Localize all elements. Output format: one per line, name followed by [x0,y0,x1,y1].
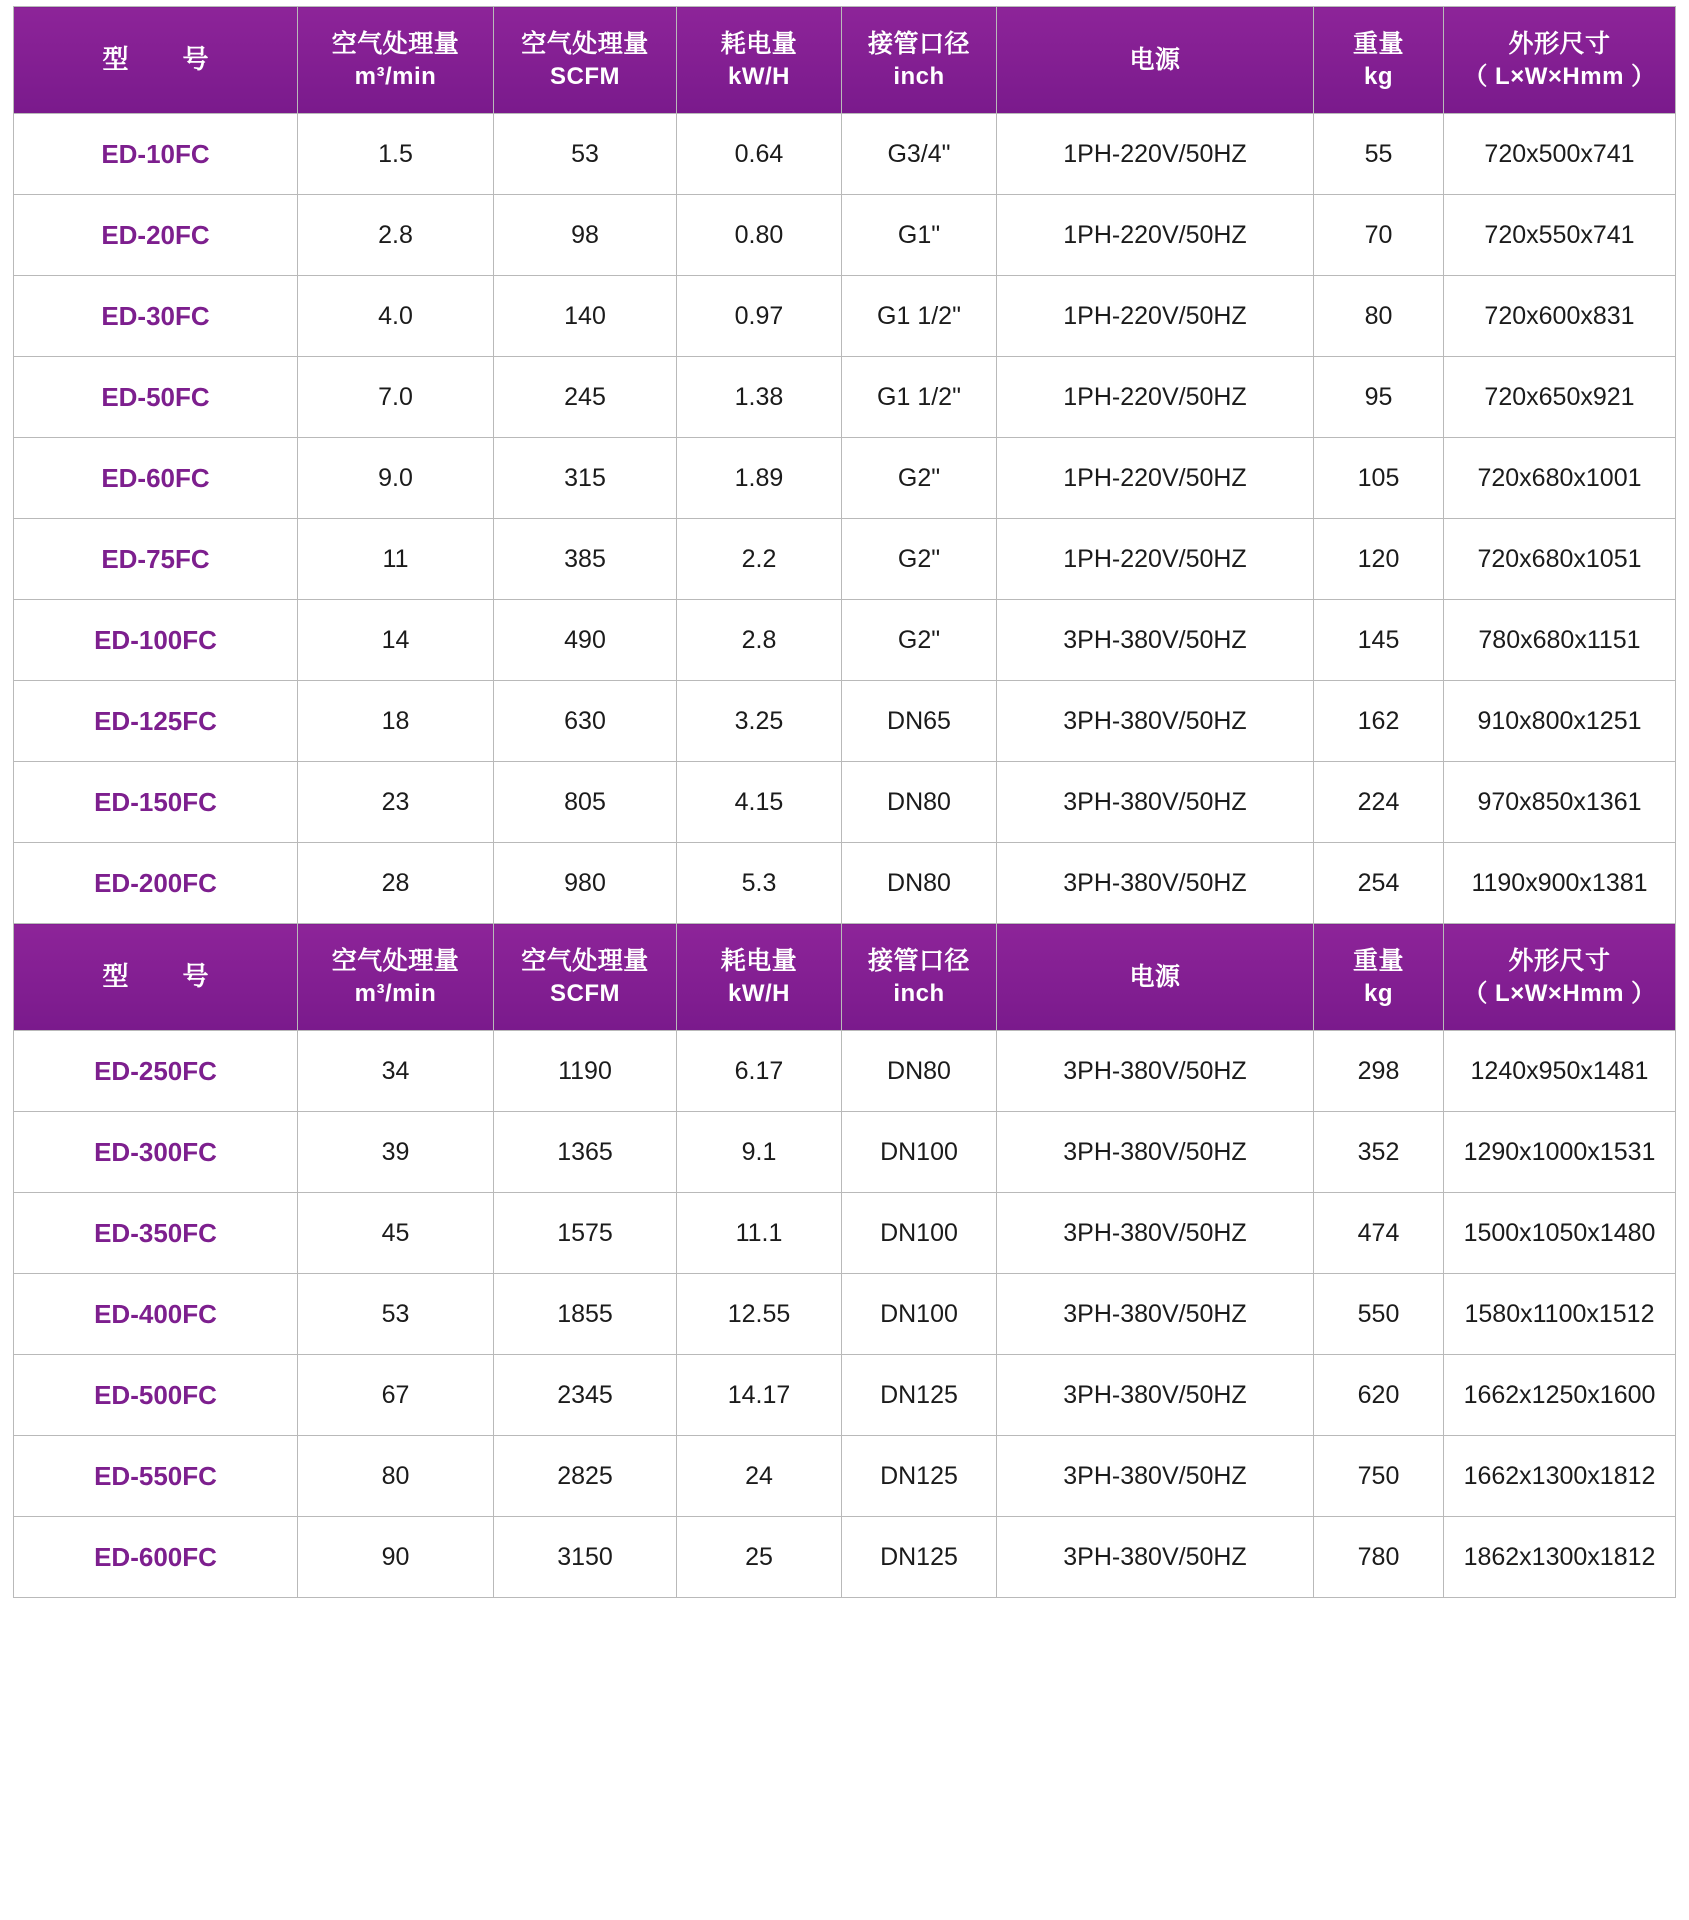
cell-dimensions: 1290x1000x1531 [1444,1112,1676,1193]
header-weight-sub: kg [1363,979,1393,1007]
cell-dimensions: 1240x950x1481 [1444,1031,1676,1112]
cell-dimensions: 720x600x831 [1444,276,1676,357]
cell-weight: 162 [1314,681,1444,762]
cell-power-consumption: 25 [677,1517,842,1598]
cell-pipe-diameter: DN125 [842,1355,997,1436]
header-air-flow-m3-main: 空气处理量 [331,946,460,975]
cell-pipe-diameter: DN100 [842,1193,997,1274]
cell-weight: 224 [1314,762,1444,843]
table-row [14,1517,1676,1598]
header-weight-main: 重量 [1352,946,1404,975]
cell-power-supply: 3PH-380V/50HZ [997,600,1314,681]
cell-air-flow-scfm: 2825 [494,1436,677,1517]
table-header-row-1 [14,7,1676,114]
cell-power-consumption: 2.2 [677,519,842,600]
table-row [14,600,1676,681]
cell-power-supply: 1PH-220V/50HZ [997,114,1314,195]
cell-dimensions: 720x650x921 [1444,357,1676,438]
cell-power-supply: 3PH-380V/50HZ [997,1274,1314,1355]
cell-power-consumption: 12.55 [677,1274,842,1355]
cell-weight: 254 [1314,843,1444,924]
cell-model: ED-125FC [14,681,298,762]
cell-power-supply: 1PH-220V/50HZ [997,357,1314,438]
table-row [14,438,1676,519]
cell-pipe-diameter: DN80 [842,762,997,843]
cell-weight: 55 [1314,114,1444,195]
cell-model: ED-50FC [14,357,298,438]
header-dimensions-main: 外形尺寸 [1508,29,1611,58]
cell-air-flow-m3: 18 [298,681,494,762]
header-pipe-diameter-sub: inch [893,62,945,90]
header-pipe-diameter-sub: inch [893,979,945,1007]
cell-weight: 750 [1314,1436,1444,1517]
header-dimensions-sub: （ L×W×Hmm ） [1463,62,1656,90]
cell-power-consumption: 14.17 [677,1355,842,1436]
header-weight [1314,924,1444,1031]
cell-weight: 95 [1314,357,1444,438]
cell-power-consumption: 3.25 [677,681,842,762]
cell-power-supply: 3PH-380V/50HZ [997,762,1314,843]
cell-model: ED-10FC [14,114,298,195]
header-power-consumption-main: 耗电量 [720,946,798,975]
cell-model: ED-600FC [14,1517,298,1598]
cell-air-flow-scfm: 490 [494,600,677,681]
header-power-consumption-sub: kW/H [728,979,790,1007]
cell-model: ED-100FC [14,600,298,681]
header-model: 型 号 [14,7,298,114]
cell-air-flow-m3: 67 [298,1355,494,1436]
header-power-consumption-sub: kW/H [728,62,790,90]
table-body [14,7,1676,1598]
cell-air-flow-m3: 9.0 [298,438,494,519]
cell-dimensions: 780x680x1151 [1444,600,1676,681]
header-dimensions [1444,924,1676,1031]
cell-weight: 474 [1314,1193,1444,1274]
cell-dimensions: 720x500x741 [1444,114,1676,195]
cell-air-flow-m3: 28 [298,843,494,924]
header-pipe-diameter [842,924,997,1031]
cell-dimensions: 720x680x1001 [1444,438,1676,519]
cell-air-flow-scfm: 1190 [494,1031,677,1112]
cell-power-consumption: 5.3 [677,843,842,924]
cell-power-consumption: 4.15 [677,762,842,843]
cell-air-flow-m3: 11 [298,519,494,600]
header-dimensions-main: 外形尺寸 [1508,946,1611,975]
table-row [14,1112,1676,1193]
table-row [14,843,1676,924]
cell-air-flow-m3: 90 [298,1517,494,1598]
cell-air-flow-m3: 7.0 [298,357,494,438]
table-row [14,276,1676,357]
cell-dimensions: 910x800x1251 [1444,681,1676,762]
cell-model: ED-500FC [14,1355,298,1436]
table-row [14,1193,1676,1274]
table-row [14,762,1676,843]
table-row [14,1436,1676,1517]
cell-air-flow-scfm: 315 [494,438,677,519]
cell-power-supply: 1PH-220V/50HZ [997,195,1314,276]
table-header-row-2 [14,924,1676,1031]
header-power-supply-main: 电源 [1129,963,1181,991]
cell-air-flow-m3: 53 [298,1274,494,1355]
cell-dimensions: 1190x900x1381 [1444,843,1676,924]
header-power-consumption-main: 耗电量 [720,29,798,58]
header-power-consumption [677,7,842,114]
header-air-flow-m3 [298,7,494,114]
cell-air-flow-scfm: 630 [494,681,677,762]
cell-air-flow-scfm: 245 [494,357,677,438]
cell-model: ED-250FC [14,1031,298,1112]
cell-air-flow-scfm: 385 [494,519,677,600]
cell-air-flow-m3: 45 [298,1193,494,1274]
header-weight [1314,7,1444,114]
header-power-supply [997,7,1314,114]
cell-weight: 120 [1314,519,1444,600]
cell-pipe-diameter: G2" [842,438,997,519]
cell-power-supply: 3PH-380V/50HZ [997,843,1314,924]
cell-model: ED-400FC [14,1274,298,1355]
header-air-flow-scfm [494,924,677,1031]
cell-air-flow-m3: 34 [298,1031,494,1112]
cell-model: ED-60FC [14,438,298,519]
header-weight-main: 重量 [1352,29,1404,58]
cell-power-supply: 3PH-380V/50HZ [997,681,1314,762]
specifications-table [13,6,1676,1598]
header-pipe-diameter-main: 接管口径 [867,946,970,975]
table-row [14,519,1676,600]
cell-power-supply: 1PH-220V/50HZ [997,519,1314,600]
cell-air-flow-scfm: 53 [494,114,677,195]
header-air-flow-m3-sub: m³/min [354,979,437,1007]
cell-air-flow-scfm: 1855 [494,1274,677,1355]
cell-power-consumption: 2.8 [677,600,842,681]
cell-power-supply: 3PH-380V/50HZ [997,1112,1314,1193]
cell-pipe-diameter: DN125 [842,1517,997,1598]
cell-power-consumption: 24 [677,1436,842,1517]
cell-power-consumption: 9.1 [677,1112,842,1193]
table-row [14,195,1676,276]
cell-weight: 80 [1314,276,1444,357]
cell-pipe-diameter: DN65 [842,681,997,762]
cell-model: ED-350FC [14,1193,298,1274]
cell-dimensions: 1662x1300x1812 [1444,1436,1676,1517]
header-air-flow-m3-sub: m³/min [354,62,437,90]
cell-model: ED-150FC [14,762,298,843]
header-air-flow-scfm [494,7,677,114]
cell-dimensions: 1862x1300x1812 [1444,1517,1676,1598]
cell-dimensions: 720x550x741 [1444,195,1676,276]
cell-air-flow-scfm: 98 [494,195,677,276]
cell-model: ED-550FC [14,1436,298,1517]
cell-weight: 145 [1314,600,1444,681]
cell-power-consumption: 0.80 [677,195,842,276]
cell-pipe-diameter: DN100 [842,1274,997,1355]
cell-power-consumption: 0.97 [677,276,842,357]
cell-weight: 298 [1314,1031,1444,1112]
cell-pipe-diameter: DN100 [842,1112,997,1193]
cell-power-supply: 3PH-380V/50HZ [997,1193,1314,1274]
table-row [14,681,1676,762]
cell-air-flow-scfm: 140 [494,276,677,357]
cell-power-consumption: 11.1 [677,1193,842,1274]
cell-model: ED-300FC [14,1112,298,1193]
cell-air-flow-m3: 4.0 [298,276,494,357]
cell-weight: 105 [1314,438,1444,519]
header-air-flow-scfm-main: 空气处理量 [521,29,649,58]
cell-pipe-diameter: G3/4" [842,114,997,195]
cell-pipe-diameter: DN125 [842,1436,997,1517]
cell-dimensions: 1500x1050x1480 [1444,1193,1676,1274]
cell-weight: 70 [1314,195,1444,276]
cell-weight: 352 [1314,1112,1444,1193]
cell-air-flow-m3: 2.8 [298,195,494,276]
cell-dimensions: 1662x1250x1600 [1444,1355,1676,1436]
cell-weight: 550 [1314,1274,1444,1355]
cell-air-flow-scfm: 805 [494,762,677,843]
cell-power-consumption: 1.89 [677,438,842,519]
header-model: 型 号 [14,924,298,1031]
cell-pipe-diameter: G1 1/2" [842,357,997,438]
cell-power-consumption: 6.17 [677,1031,842,1112]
header-power-supply [997,924,1314,1031]
cell-pipe-diameter: G1 1/2" [842,276,997,357]
cell-air-flow-m3: 80 [298,1436,494,1517]
header-air-flow-m3-main: 空气处理量 [331,29,460,58]
table-row [14,357,1676,438]
cell-pipe-diameter: DN80 [842,1031,997,1112]
cell-power-supply: 3PH-380V/50HZ [997,1517,1314,1598]
header-pipe-diameter-main: 接管口径 [867,29,970,58]
header-air-flow-scfm-main: 空气处理量 [521,946,649,975]
cell-pipe-diameter: G2" [842,600,997,681]
cell-model: ED-75FC [14,519,298,600]
header-power-supply-main: 电源 [1129,46,1181,74]
table-row [14,114,1676,195]
cell-power-supply: 1PH-220V/50HZ [997,276,1314,357]
cell-air-flow-scfm: 3150 [494,1517,677,1598]
table-row [14,1355,1676,1436]
cell-dimensions: 970x850x1361 [1444,762,1676,843]
cell-weight: 620 [1314,1355,1444,1436]
cell-air-flow-m3: 14 [298,600,494,681]
cell-power-supply: 1PH-220V/50HZ [997,438,1314,519]
cell-pipe-diameter: G2" [842,519,997,600]
cell-dimensions: 720x680x1051 [1444,519,1676,600]
header-air-flow-m3 [298,924,494,1031]
cell-power-consumption: 1.38 [677,357,842,438]
cell-air-flow-m3: 23 [298,762,494,843]
cell-air-flow-scfm: 1575 [494,1193,677,1274]
cell-model: ED-20FC [14,195,298,276]
cell-pipe-diameter: G1" [842,195,997,276]
cell-power-consumption: 0.64 [677,114,842,195]
cell-air-flow-scfm: 980 [494,843,677,924]
cell-air-flow-m3: 1.5 [298,114,494,195]
cell-power-supply: 3PH-380V/50HZ [997,1355,1314,1436]
cell-power-supply: 3PH-380V/50HZ [997,1031,1314,1112]
cell-air-flow-scfm: 1365 [494,1112,677,1193]
cell-air-flow-m3: 39 [298,1112,494,1193]
header-air-flow-scfm-sub: SCFM [550,979,620,1007]
header-weight-sub: kg [1363,62,1393,90]
cell-air-flow-scfm: 2345 [494,1355,677,1436]
cell-pipe-diameter: DN80 [842,843,997,924]
cell-dimensions: 1580x1100x1512 [1444,1274,1676,1355]
header-dimensions [1444,7,1676,114]
table-row [14,1274,1676,1355]
cell-model: ED-200FC [14,843,298,924]
header-dimensions-sub: （ L×W×Hmm ） [1463,979,1656,1007]
header-power-consumption [677,924,842,1031]
cell-weight: 780 [1314,1517,1444,1598]
cell-model: ED-30FC [14,276,298,357]
cell-power-supply: 3PH-380V/50HZ [997,1436,1314,1517]
header-pipe-diameter [842,7,997,114]
table-row [14,1031,1676,1112]
header-air-flow-scfm-sub: SCFM [550,62,620,90]
